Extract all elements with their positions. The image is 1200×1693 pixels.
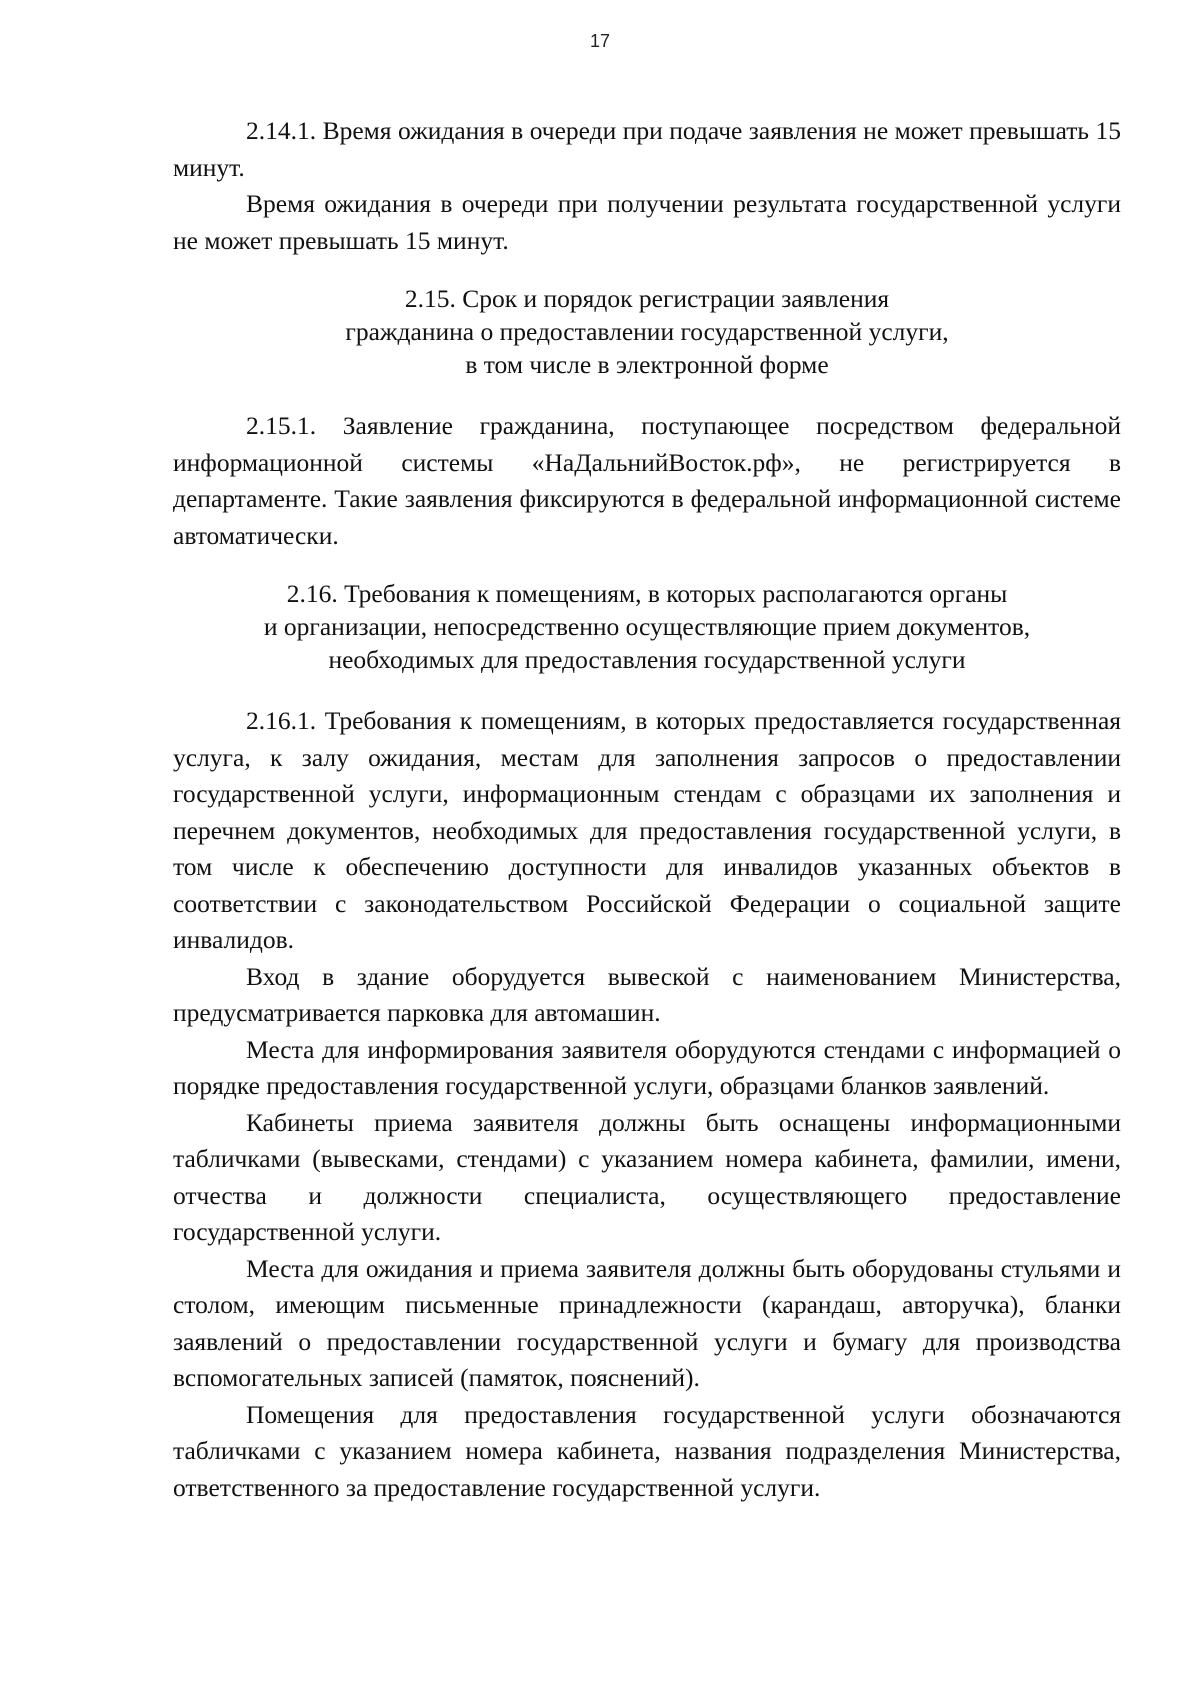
paragraph-2-16-1: 2.16.1. Требования к помещениям, в которых предоставляется государственная услуга, к залу ожидания, местам для заполнения запросов о предоставлении государственной услуги, информационным стендам с образцами их заполнения и перечнем документов, необходимых для предоставления государственной услуги, в том числе к обеспечению доступности для инвалидов указанных объектов в соответствии с законодательством Российской Федерации о социальной защите инвалидов.: [173, 706, 1121, 954]
paragraph-2-15-1: 2.15.1. Заявление гражданина, поступающее посредством федеральной информационной системы «НаДальнийВосток.рф», не регистрируется в департаменте. Такие заявления фиксируются в федеральной информационной системе автоматически.: [173, 411, 1121, 550]
paragraph-2-14-1: 2.14.1. Время ожидания в очереди при подаче заявления не может превышать 15 минут.: [173, 116, 1121, 182]
paragraph-2-14-1-result-wait: Время ожидания в очереди при получении результата государственной услуги не может превышать 15 минут.: [173, 189, 1121, 255]
paragraph-building-entrance: Вход в здание оборудуется вывеской с наименованием Министерства, предусматривается парковка для автомашин.: [173, 961, 1121, 1027]
paragraph-information-places: Места для информирования заявителя оборудуются стендами с информацией о порядке предоставления государственной услуги, образцами бланков заявлений.: [173, 1034, 1121, 1100]
paragraph-waiting-places: Места для ожидания и приема заявителя должны быть оборудованы стульями и столом, имеющим письменные принадлежности (карандаш, авторучка), бланки заявлений о предоставлении государственной услуги и бумагу для производства вспомогательных записей (памяток, пояснений).: [173, 1253, 1121, 1392]
paragraph-reception-offices: Кабинеты приема заявителя должны быть оснащены информационными табличками (вывесками, стендами) с указанием номера кабинета, фамилии, имени, отчества и должности специалиста, осуществляющего предоставление государственной услуги.: [173, 1107, 1121, 1246]
heading-line: гражданина о предоставлении государственной услуги,: [345, 317, 949, 346]
heading-line: 2.16. Требования к помещениям, в которых располагаются органы: [286, 579, 1008, 608]
heading-line: в том числе в электронной форме: [465, 350, 829, 379]
heading-line: необходимых для предоставления государственной услуги: [328, 645, 966, 674]
page-number: 17: [589, 31, 611, 51]
heading-line: и организации, непосредственно осуществляющие прием документов,: [263, 612, 1031, 641]
section-heading-2-15: [173, 282, 1121, 381]
document-body: [173, 113, 1121, 1506]
heading-line: 2.15. Срок и порядок регистрации заявления: [404, 284, 890, 313]
section-heading-2-16: [173, 577, 1121, 676]
paragraph-service-rooms: Помещения для предоставления государственной услуги обозначаются табличками с указанием номера кабинета, названия подразделения Министерства, ответственного за предоставление государственной услуги.: [173, 1399, 1121, 1502]
